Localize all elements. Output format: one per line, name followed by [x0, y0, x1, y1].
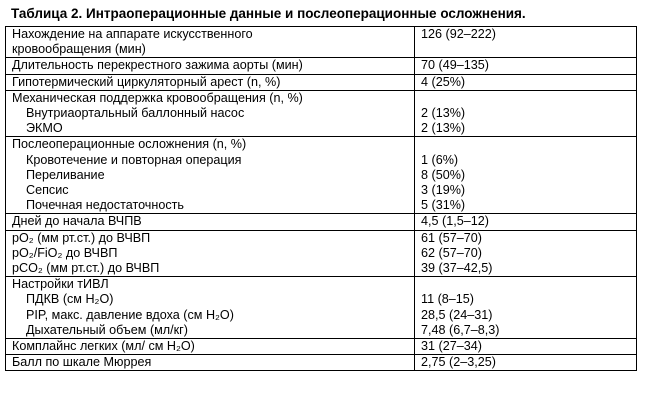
- label-line: Дыхательный объем (мл/кг): [26, 322, 188, 337]
- label-line: pO₂/FiO₂ до ВЧВП: [12, 245, 118, 260]
- row-label: [6, 74, 415, 90]
- label-line: Почечная недостаточность: [26, 198, 184, 213]
- value-line: 28,5 (24–31): [421, 307, 493, 322]
- label-line: Настройки тИВЛ: [12, 277, 109, 292]
- label-line: Дней до начала ВЧПВ: [12, 214, 142, 229]
- label-line: Кровотечение и повторная операция: [26, 152, 242, 167]
- table-row: [6, 277, 637, 339]
- table-row: [6, 58, 637, 74]
- table-row: [6, 355, 637, 371]
- label-line: Сепсис: [26, 183, 69, 198]
- label-line: ПДКВ (см H₂O): [26, 292, 114, 307]
- value-line: [421, 91, 630, 106]
- data-table: [5, 26, 637, 371]
- label-line: pCO₂ (мм рт.ст.) до ВЧВП: [12, 261, 160, 276]
- row-value: [415, 27, 637, 58]
- row-value: [415, 339, 637, 355]
- table-row: [6, 230, 637, 277]
- value-line: 2,75 (2–3,25): [421, 355, 496, 370]
- value-line: [421, 137, 630, 152]
- row-value: [415, 137, 637, 214]
- row-value: [415, 214, 637, 230]
- label-line: Послеоперационные осложнения (n, %): [12, 137, 247, 152]
- label-line: Переливание: [26, 167, 105, 182]
- value-line: 5 (31%): [421, 198, 466, 213]
- label-line: Комплайнс легких (мл/ см H₂O): [12, 339, 195, 354]
- value-line: 7,48 (6,7–8,3): [421, 322, 500, 337]
- table-row: [6, 74, 637, 90]
- label-line: pO₂ (мм рт.ст.) до ВЧВП: [12, 230, 151, 245]
- value-line: 2 (13%): [421, 121, 466, 136]
- row-label: [6, 27, 415, 58]
- value-line: 2 (13%): [421, 106, 466, 120]
- label-line: Внутриаортальный баллонный насос: [26, 106, 245, 121]
- value-line: 4,5 (1,5–12): [421, 214, 489, 229]
- row-label: [6, 277, 415, 339]
- value-line: 39 (37–42,5): [421, 261, 493, 276]
- label-line: Гипотермический циркуляторный арест (n, %): [12, 74, 281, 89]
- table-row: [6, 339, 637, 355]
- value-line: 8 (50%): [421, 167, 466, 182]
- row-label: [6, 355, 415, 371]
- row-label: [6, 90, 415, 137]
- row-label: [6, 137, 415, 214]
- value-line: 3 (19%): [421, 183, 466, 198]
- table-caption: Таблица 2. Интраоперационные данные и послеоперационные осложнения.: [11, 6, 526, 21]
- table-row: [6, 137, 637, 214]
- row-label: [6, 214, 415, 230]
- label-line: ЭКМО: [26, 121, 63, 136]
- table-row: [6, 90, 637, 137]
- row-label: [6, 58, 415, 74]
- label-line: Балл по шкале Мюррея: [12, 355, 152, 370]
- value-line: 70 (49–135): [421, 58, 489, 73]
- row-value: [415, 230, 637, 277]
- label-line: Механическая поддержка кровообращения (n, %): [12, 90, 303, 105]
- table-row: [6, 27, 637, 58]
- row-label: [6, 230, 415, 277]
- row-value: [415, 90, 637, 137]
- row-value: [415, 277, 637, 339]
- row-value: [415, 355, 637, 371]
- row-value: [415, 74, 637, 90]
- value-line: [421, 277, 630, 292]
- value-line: 4 (25%): [421, 74, 466, 89]
- value-line: [421, 42, 630, 57]
- row-label: [6, 339, 415, 355]
- value-line: 1 (6%): [421, 152, 459, 167]
- value-line: 126 (92–222): [421, 27, 496, 41]
- row-value: [415, 58, 637, 74]
- label-line: кровообращения (мин): [12, 42, 146, 57]
- label-line: PIP, макс. давление вдоха (см H₂O): [26, 307, 234, 322]
- table-row: [6, 214, 637, 230]
- value-line: 31 (27–34): [421, 339, 482, 354]
- value-line: 62 (57–70): [421, 245, 482, 260]
- label-line: Нахождение на аппарате искусственного: [12, 27, 253, 41]
- value-line: 61 (57–70): [421, 230, 482, 245]
- label-line: Длительность перекрестного зажима аорты (мин): [12, 58, 303, 73]
- value-line: 11 (8–15): [421, 292, 474, 307]
